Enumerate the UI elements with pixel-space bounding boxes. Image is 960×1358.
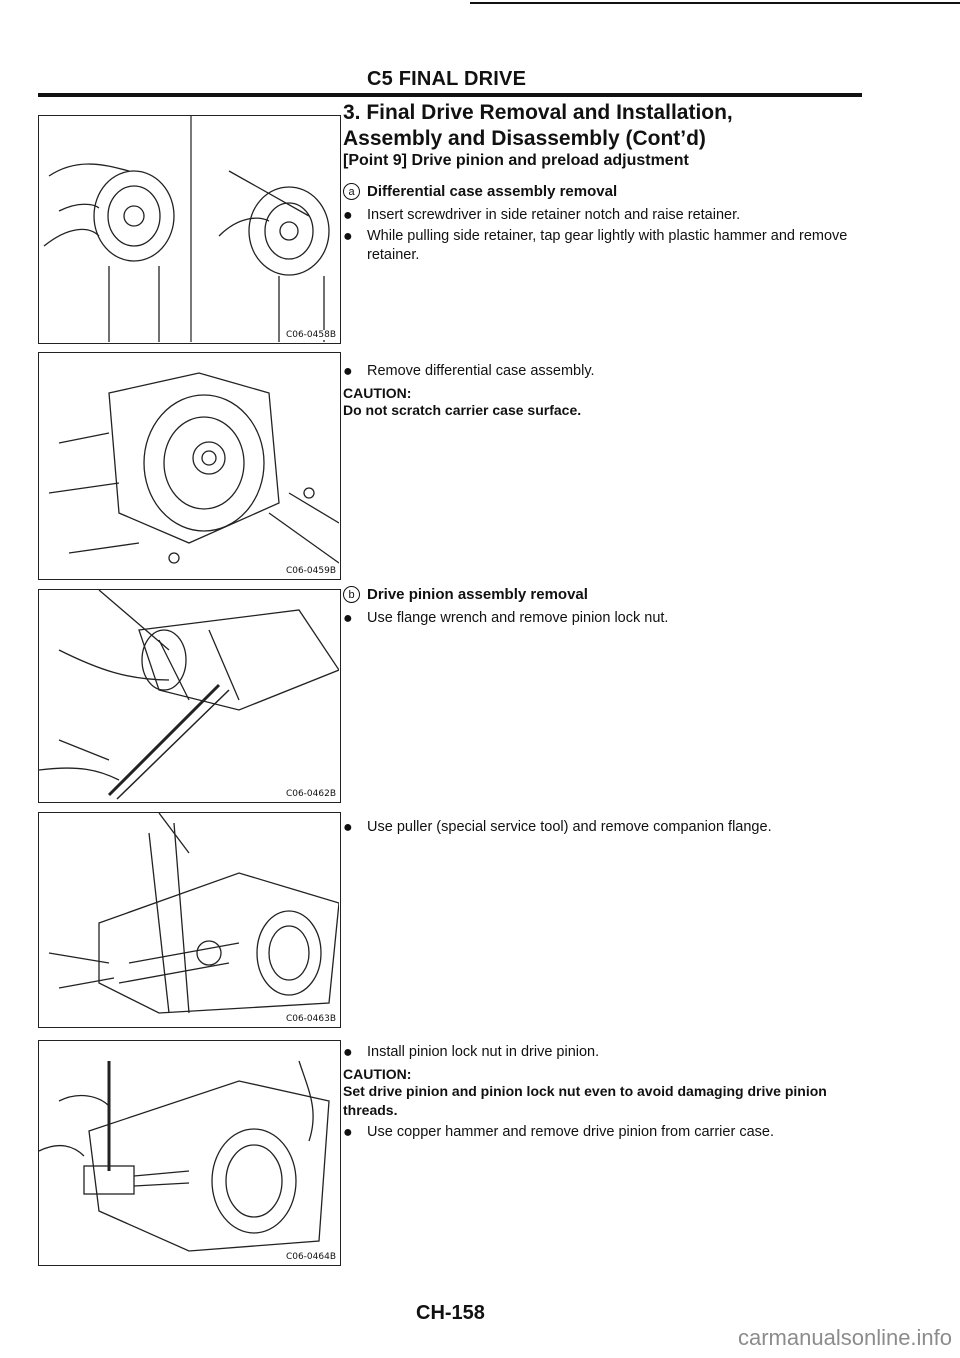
page-heading-line2: Assembly and Disassembly (Cont’d): [343, 127, 706, 150]
step-a-continued: [343, 362, 873, 423]
list-item: [343, 206, 873, 225]
step-b-heading: [343, 586, 873, 603]
step-b-heading-text: Drive pinion assembly removal: [367, 586, 588, 603]
illustration-differential-case: [39, 353, 339, 578]
section-title: C5 FINAL DRIVE: [367, 68, 527, 90]
step-b-companion-flange: [343, 818, 873, 839]
circle-b-icon: b: [343, 586, 360, 603]
figure-code: C06-0462B: [285, 789, 336, 799]
bullet-text: Install pinion lock nut in drive pinion.: [367, 1044, 600, 1060]
page-number: CH-158: [416, 1302, 485, 1324]
caution-text: Do not scratch carrier case surface.: [343, 402, 582, 418]
caution-label: CAUTION:: [343, 385, 412, 401]
step-a-heading: [343, 183, 873, 200]
page-heading: [343, 100, 733, 152]
circle-a-icon: a: [343, 183, 360, 200]
list-item: [343, 818, 873, 837]
figure-lock-nut-removal: [38, 589, 341, 803]
bullet-icon: ●: [343, 819, 353, 836]
step-a-section: [343, 183, 873, 267]
illustration-side-retainer: [39, 116, 339, 342]
bullet-text: Use copper hammer and remove drive pinion from carrier case.: [367, 1124, 774, 1140]
illustration-flange-wrench: [39, 590, 339, 801]
step-a-heading-text: Differential case assembly removal: [367, 183, 618, 200]
bullet-icon: ●: [343, 1044, 353, 1061]
bullet-icon: ●: [343, 1124, 353, 1141]
step-b-pinion-removal: [343, 1043, 873, 1144]
bullet-text: While pulling side retainer, tap gear lightly with plastic hammer and remove retainer.: [367, 228, 848, 263]
page-heading-line1: 3. Final Drive Removal and Installation,: [343, 101, 733, 124]
bullet-icon: ●: [343, 207, 353, 224]
bullet-icon: ●: [343, 228, 353, 245]
point-subtitle: [Point 9] Drive pinion and preload adjustment: [343, 152, 689, 169]
illustration-puller: [39, 813, 339, 1026]
figure-code: C06-0459B: [285, 566, 336, 576]
figure-differential-case-removal: [38, 352, 341, 580]
caution-text: Set drive pinion and pinion lock nut even to avoid damaging drive pinion threads.: [343, 1083, 827, 1118]
list-item: [343, 609, 873, 628]
list-item: [343, 362, 873, 381]
figure-code: C06-0463B: [285, 1014, 336, 1024]
bullet-text: Use puller (special service tool) and remove companion flange.: [367, 819, 772, 835]
illustration-copper-hammer: [39, 1041, 339, 1264]
bullet-text: Use flange wrench and remove pinion lock nut.: [367, 610, 669, 626]
caution-label: CAUTION:: [343, 1066, 412, 1082]
list-item: [343, 227, 873, 265]
list-item: [343, 1043, 873, 1062]
figure-code: C06-0458B: [285, 330, 336, 340]
figure-side-retainer-removal: [38, 115, 341, 344]
bullet-icon: ●: [343, 610, 353, 627]
header-rule: [38, 93, 862, 97]
bullet-icon: ●: [343, 363, 353, 380]
top-border-line: [470, 2, 960, 4]
step-b-section: [343, 586, 873, 630]
watermark: carmanualsonline.info: [738, 1325, 953, 1350]
bullet-text: Remove differential case assembly.: [367, 363, 595, 379]
figure-code: C06-0464B: [285, 1252, 336, 1262]
figure-companion-flange-removal: [38, 812, 341, 1028]
list-item: [343, 1123, 873, 1142]
figure-drive-pinion-removal: [38, 1040, 341, 1266]
bullet-text: Insert screwdriver in side retainer notch and raise retainer.: [367, 207, 741, 223]
